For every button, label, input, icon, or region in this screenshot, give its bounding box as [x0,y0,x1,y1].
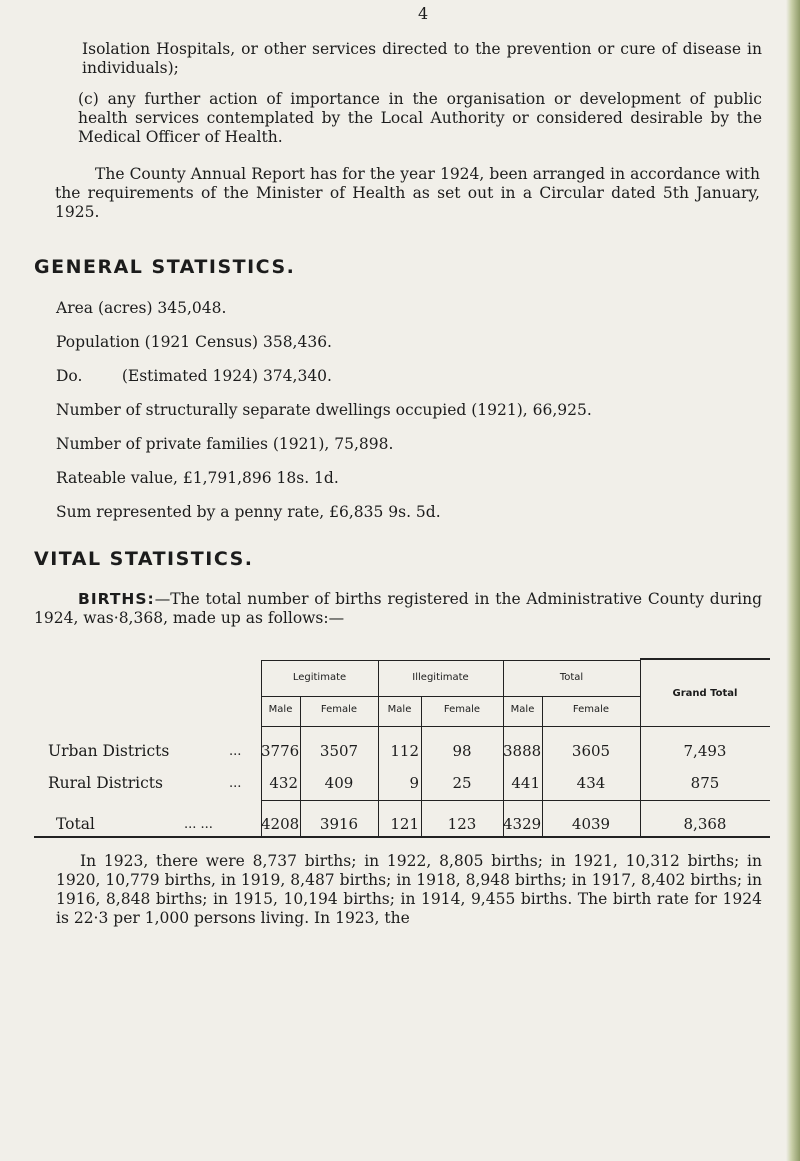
vital-statistics-heading: VITAL STATISTICS. [34,548,254,570]
row-label-total: Total [56,815,95,833]
subheader-illegit-female: Female [443,704,481,715]
row-dots: ... ... [184,817,213,832]
table-cell: 98 [452,742,472,760]
stat-penny-rate: Sum represented by a penny rate, £6,835 9s. 5d. [56,503,441,521]
table-cell: 4329 [503,815,542,833]
table-cell: 112 [390,742,419,760]
subheader-total-female: Female [572,704,610,715]
table-cell: 3776 [261,742,300,760]
table-cell: 4039 [571,815,611,833]
table-cell: 9 [409,774,419,792]
report-paragraph: The County Annual Report has for the year 1924, been arranged in accordance with the requirements of the Minister of Health as set out in a Circular dated 5th January, 1925. [55,165,760,221]
table-cell: 25 [452,774,472,792]
table-cell: 123 [447,815,477,833]
stat-population-census: Population (1921 Census) 358,436. [56,333,332,351]
subheader-illegit-male: Male [387,704,412,715]
row-dots: ... [229,744,242,759]
stat-families: Number of private families (1921), 75,898. [56,435,394,453]
header-illegitimate: Illegitimate [412,672,469,683]
subheader-legit-female: Female [320,704,358,715]
table-cell: 8,368 [683,815,727,833]
births-table [34,660,770,836]
table-cell: 434 [576,774,606,792]
table-cell: 875 [690,774,720,792]
closing-paragraph: In 1923, there were 8,737 births; in 1922, 8,805 births; in 1921, 10,312 births; in 1920, 10,779 births, in 1919, 8,487 births; in 1918, 8,948 births; in 1917, 8,402 births; in 1916, 8,848 births; in 1915, 10,194 births; in 1914, 9,455 births. The birth rate for 1924 is 22·3 per 1,000 persons living. In 1923, the [56,852,762,927]
page-edge-stain [786,0,800,1161]
subheader-legit-male: Male [268,704,293,715]
row-label-rural: Rural Districts [48,774,163,792]
row-label-urban: Urban Districts [48,742,170,760]
table-cell: 3507 [319,742,359,760]
page-number: 4 [418,4,429,23]
header-total: Total [559,672,584,683]
table-cell: 121 [390,815,419,833]
table-cell: 7,493 [683,742,727,760]
header-grand-total: Grand Total [672,688,738,699]
table-cell: 432 [269,774,298,792]
header-legitimate: Legitimate [292,672,347,683]
general-statistics-heading: GENERAL STATISTICS. [34,256,296,278]
table-cell: 4208 [261,815,300,833]
table-cell: 3888 [503,742,542,760]
intro-item-b-continuation: Isolation Hospitals, or other services directed to the prevention or cure of disease in individuals); [82,40,762,77]
births-text: —The total number of births registered in the Administrative County during 1924, was·8,368, made up as follows:— [34,590,762,627]
table-cell: 3916 [319,815,359,833]
table-cell: 441 [511,774,540,792]
stat-rateable-value: Rateable value, £1,791,896 18s. 1d. [56,469,339,487]
stat-dwellings: Number of structurally separate dwellings occupied (1921), 66,925. [56,401,592,419]
subheader-total-male: Male [510,704,535,715]
row-dots: ... [229,776,242,791]
table-cell: 3605 [571,742,611,760]
births-paragraph [34,590,762,628]
stat-population-estimated: Do. (Estimated 1924) 374,340. [56,367,332,385]
stat-area: Area (acres) 345,048. [56,299,227,317]
table-cell: 409 [324,774,354,792]
births-lead: BIRTHS: [78,590,155,608]
intro-item-c: (c) any further action of importance in the organisation or development of public health services contemplated by the Local Authority or considered desirable by the Medical Officer of Health. [78,90,762,146]
